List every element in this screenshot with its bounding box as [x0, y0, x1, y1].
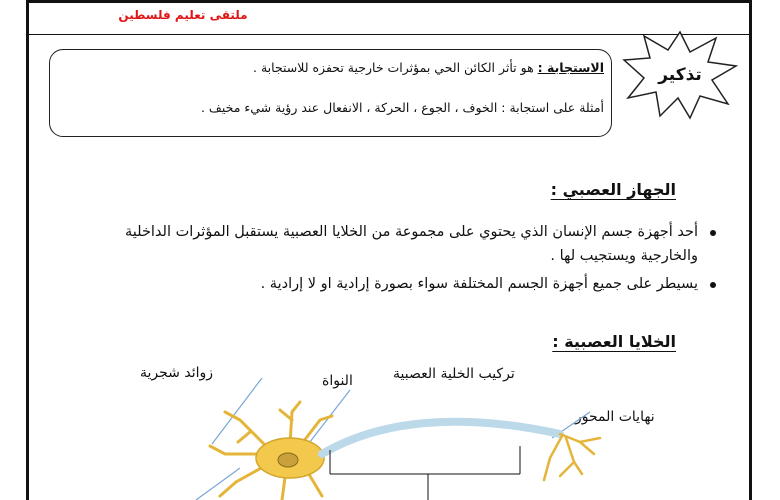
axon-terminals-icon	[544, 434, 600, 480]
response-definition-text: هو تأثر الكائن الحي بمؤثرات خارجية تحفزه للاستجابة .	[253, 60, 534, 75]
bullet-text: أحد أجهزة جسم الإنسان الذي يحتوي على مجموعة من الخلايا العصبية يستقبل المؤثرات الداخلية والخارجية ويستجيب لها .	[125, 224, 698, 264]
nerve-cells-heading: الخلايا العصبية :	[552, 332, 676, 351]
pointer-lines	[196, 378, 590, 500]
label-axon-terminals: نهايات المحور	[575, 409, 655, 425]
structure-bracket	[330, 446, 520, 500]
reminder-badge	[620, 28, 740, 120]
reminder-badge-label: تذكير	[658, 65, 702, 85]
nucleus-icon	[278, 453, 298, 467]
response-term: الاستجابة :	[537, 60, 604, 75]
label-dendrites: زوائد شجرية	[140, 365, 214, 381]
nervous-system-heading: الجهاز العصبي :	[550, 180, 676, 199]
label-cell-structure: تركيب الخلية العصبية	[393, 366, 515, 382]
label-nucleus: النواة	[322, 373, 353, 389]
bullet-text: يسيطر على جميع أجهزة الجسم المختلفة سواء بصورة إرادية او لا إرادية .	[260, 276, 698, 292]
response-definition	[224, 60, 604, 75]
nervous-system-bullets	[68, 220, 718, 300]
site-name: ملتقى تعليم فلسطين	[118, 8, 248, 22]
response-examples: أمثلة على استجابة : الخوف ، الجوع ، الحركة ، الانفعال عند رؤية شيء مخيف .	[200, 100, 604, 115]
bullet-icon	[710, 282, 716, 288]
list-item	[68, 272, 718, 296]
list-item	[68, 220, 718, 268]
bullet-icon	[710, 230, 716, 236]
axon	[322, 422, 560, 454]
neuron-diagram	[0, 350, 780, 500]
